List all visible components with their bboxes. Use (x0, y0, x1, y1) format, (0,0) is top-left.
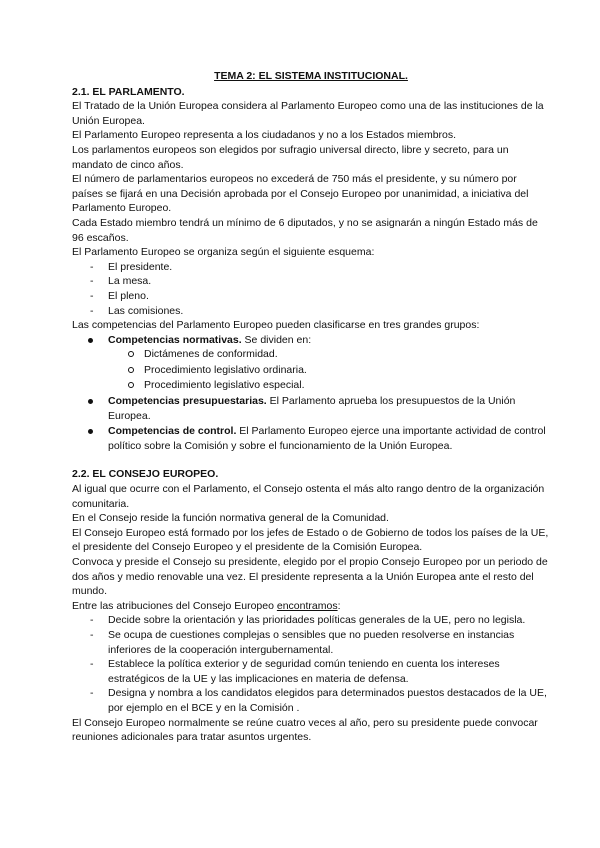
paragraph: Entre las atribuciones del Consejo Europeo encontramos: (72, 599, 341, 612)
normativas-sublist (72, 347, 550, 393)
list-item: - El pleno. (72, 289, 550, 304)
paragraph: Cada Estado miembro tendrá un mínimo de 6 diputados, y no se asignarán a ningún Estado más de 96 escaños. (72, 216, 538, 244)
list-item: Procedimiento legislativo especial. (72, 378, 550, 393)
atribuciones-list (72, 613, 550, 715)
list-item: - Se ocupa de cuestiones complejas o sensibles que no pueden resolverse en instancias inferiores de la cooperación intergubernamental. (72, 628, 550, 657)
section-heading-consejo: 2.2. EL CONSEJO EUROPEO. (72, 468, 219, 481)
paragraph: Al igual que ocurre con el Parlamento, el Consejo ostenta el más alto rango dentro de la organización comunitaria. (72, 483, 545, 510)
list-item (72, 333, 550, 393)
paragraph: El Parlamento Europeo se organiza según el siguiente esquema: (72, 246, 375, 259)
paragraph: Las competencias del Parlamento Europeo pueden clasificarse en tres grandes grupos: (72, 319, 480, 332)
competencia-text: El Parlamento Europeo ejerce una importante actividad de control político sobre la Comisión y sobre el funcionamiento de la Unión Europea. (108, 425, 546, 452)
circle-bullet-icon (128, 382, 134, 388)
list-item: - El presidente. (72, 260, 550, 275)
paragraph: Los parlamentos europeos son elegidos por sufragio universal directo, libre y secreto, para un mandato de cinco años. (72, 143, 509, 171)
circle-bullet-icon (128, 351, 134, 357)
list-item: Dictámenes de conformidad. (72, 347, 550, 362)
list-item: - La mesa. (72, 274, 550, 289)
list-item: - Establece la política exterior y de seguridad común teniendo en cuenta los intereses estratégicos de la UE y las implicaciones en materia de defensa. (72, 657, 550, 686)
bullet-icon (88, 399, 93, 404)
list-item (72, 394, 550, 423)
circle-bullet-icon (128, 367, 134, 373)
list-item (72, 424, 550, 453)
bullet-icon (88, 429, 93, 434)
competencia-text: Se dividen en: (241, 333, 312, 346)
paragraph: El Parlamento Europeo representa a los ciudadanos y no a los Estados miembros. (72, 129, 457, 142)
competencias-list (72, 333, 550, 454)
organization-list (72, 260, 550, 318)
competencia-text: El Parlamento aprueba los presupuestos de la Unión Europea. (108, 395, 516, 422)
bullet-icon (88, 338, 93, 343)
list-item: - Las comisiones. (72, 304, 550, 319)
document-title: TEMA 2: EL SISTEMA INSTITUCIONAL. (214, 70, 408, 82)
competencia-label: Competencias de control. (108, 425, 237, 438)
underlined-word: encontramos (276, 599, 338, 612)
paragraph: Convoca y preside el Consejo su presidente, elegido por el propio Consejo Europeo por un periodo de dos años y medio renovable una vez. El presidente representa a la Unión Europea ante el resto del mundo. (72, 556, 548, 598)
competencia-label: Competencias normativas. (108, 333, 242, 346)
competencia-label: Competencias presupuestarias. (108, 395, 267, 408)
list-item: - Designa y nombra a los candidatos elegidos para determinados puestos destacados de la UE, por ejemplo en el BCE y en la Comisión . (72, 686, 550, 715)
paragraph: El número de parlamentarios europeos no excederá de 750 más el presidente, y su número por países se fijará en una Decisión aprobada por el Consejo Europeo por unanimidad, a iniciativa del Parlamento Europeo. (72, 173, 529, 215)
list-item: Procedimiento legislativo ordinaria. (72, 363, 550, 378)
paragraph: En el Consejo reside la función normativa general de la Comunidad. (72, 512, 389, 525)
paragraph: El Consejo Europeo está formado por los jefes de Estado o de Gobierno de todos los países de la UE, el presidente del Consejo Europeo y el presidente de la Comisión Europea. (72, 526, 549, 554)
list-item: - Decide sobre la orientación y las prioridades políticas generales de la UE, pero no legisla. (72, 613, 550, 628)
paragraph: El Tratado de la Unión Europea considera al Parlamento Europeo como una de las instituciones de la Unión Europea. (72, 100, 544, 127)
section-heading-parlamento: 2.1. EL PARLAMENTO. (72, 85, 185, 98)
paragraph: El Consejo Europeo normalmente se reúne cuatro veces al año, pero su presidente puede convocar reuniones adicionales para tratar asuntos urgentes. (72, 716, 538, 744)
